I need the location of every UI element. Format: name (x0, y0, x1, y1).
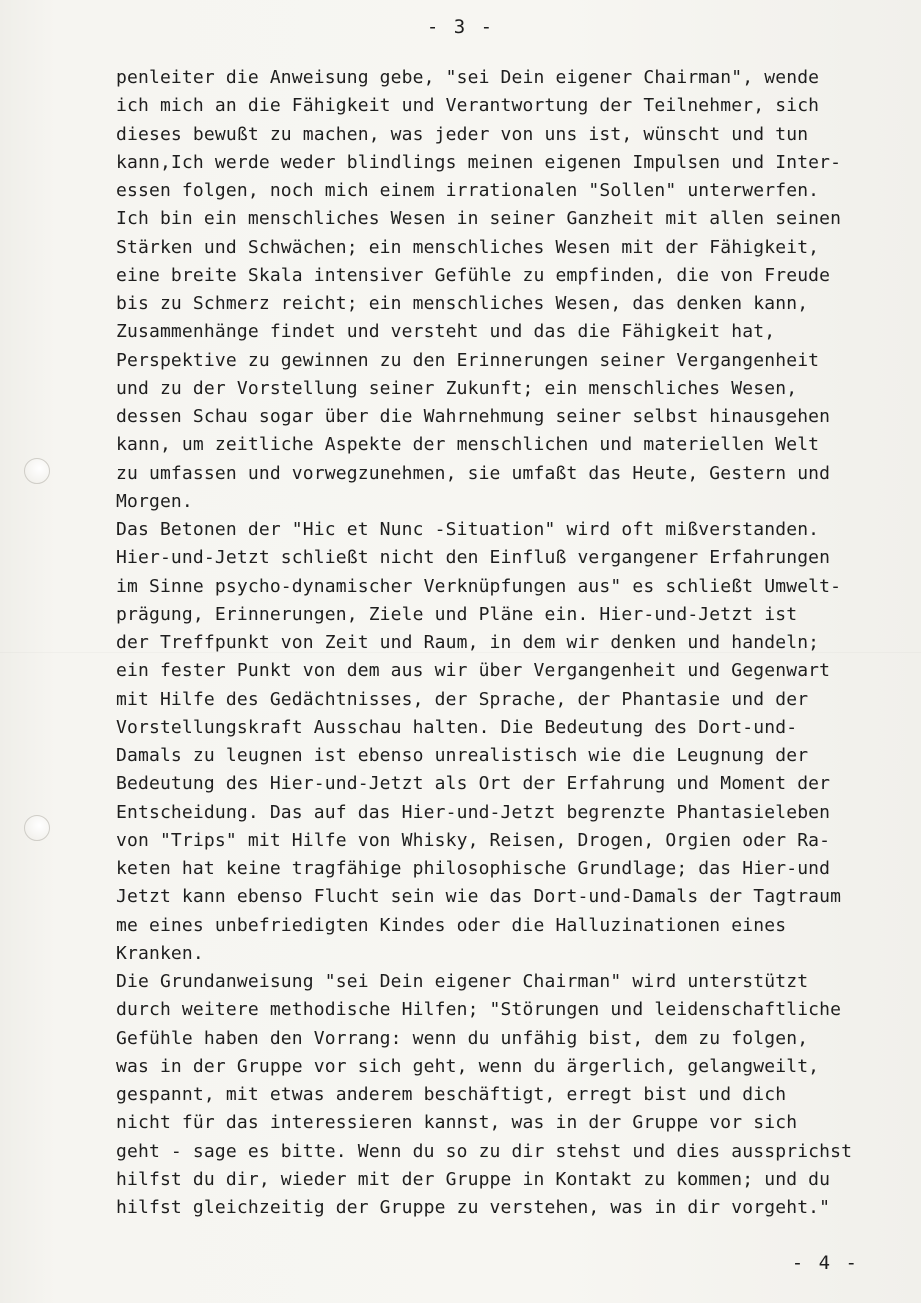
text-line: nicht für das interessieren kannst, was in der Gruppe vor sich (116, 1112, 798, 1134)
text-line: keten hat keine tragfähige philosophische Grundlage; das Hier-und (116, 858, 831, 879)
text-line: Stärken und Schwächen; ein menschliches Wesen mit der Fähigkeit, (116, 236, 820, 258)
text-line: Bedeutung des Hier-und-Jetzt als Ort der Erfahrung und Moment der (116, 773, 831, 795)
page-number-top: - 3 - (426, 16, 495, 38)
text-line: ein fester Punkt von dem aus wir über Vergangenheit und Gegenwart (116, 660, 831, 682)
text-line: hilfst du dir, wieder mit der Gruppe in Kontakt zu kommen; und du (116, 1168, 831, 1190)
text-line: der Treffpunkt von Zeit und Raum, in dem wir denken und handeln; (116, 632, 820, 653)
text-line: kann,Ich werde weder blindlings meinen eigenen Impulsen und Inter- (116, 151, 842, 173)
text-line: durch weitere methodische Hilfen; "Störungen und leidenschaftliche (116, 999, 842, 1021)
text-line: im Sinne psycho-dynamischer Verknüpfungen aus" es schließt Umwelt- (116, 575, 842, 597)
text-line: was in der Gruppe vor sich geht, wenn du ärgerlich, gelangweilt, (116, 1055, 820, 1077)
text-line: me eines unbefriedigten Kindes oder die Halluzinationen eines (116, 914, 787, 936)
text-line: mit Hilfe des Gedächtnisses, der Sprache, der Phantasie und der (116, 688, 809, 710)
text-line: und zu der Vorstellung seiner Zukunft; ein menschliches Wesen, (116, 377, 798, 399)
text-line: kann, um zeitliche Aspekte der menschlichen und materiellen Welt (116, 434, 820, 456)
text-line: Morgen. (116, 490, 193, 512)
text-line: Die Grundanweisung "sei Dein eigener Chairman" wird unterstützt (116, 971, 809, 992)
text-line: gespannt, mit etwas anderem beschäftigt, erregt bist und dich (116, 1084, 787, 1105)
text-line: dieses bewußt zu machen, was jeder von uns ist, wünscht und tun (116, 123, 809, 145)
body-text (116, 64, 906, 1222)
text-line: Das Betonen der "Hic et Nunc -Situation" wird oft mißverstanden. (116, 519, 820, 540)
text-line: Vorstellungskraft Ausschau halten. Die Bedeutung des Dort-und- (116, 716, 798, 738)
text-line: dessen Schau sogar über die Wahrnehmung seiner selbst hinausgehen (116, 406, 831, 427)
text-line: zu umfassen und vorwegzunehmen, sie umfaßt das Heute, Gestern und (116, 462, 831, 484)
text-line: Gefühle haben den Vorrang: wenn du unfähig bist, dem zu folgen, (116, 1027, 809, 1049)
text-line: prägung, Erinnerungen, Ziele und Pläne ein. Hier-und-Jetzt ist (116, 603, 798, 625)
text-line: geht - sage es bitte. Wenn du so zu dir stehst und dies aussprichst (116, 1140, 853, 1162)
text-line: eine breite Skala intensiver Gefühle zu empfinden, die von Freude (116, 264, 831, 286)
text-line: von "Trips" mit Hilfe von Whisky, Reisen, Drogen, Orgien oder Ra- (116, 829, 831, 851)
text-line: Ich bin ein menschliches Wesen in seiner Ganzheit mit allen seinen (116, 208, 842, 230)
text-line: essen folgen, noch mich einem irrationalen "Sollen" unterwerfen. (116, 180, 820, 201)
text-line: Entscheidung. Das auf das Hier-und-Jetzt begrenzte Phantasieleben (116, 801, 831, 823)
punch-hole-top (24, 458, 50, 484)
punch-hole-bottom (24, 815, 50, 841)
text-line: penleiter die Anweisung gebe, "sei Dein eigener Chairman", wende (116, 67, 820, 88)
page-number-next: - 4 - (791, 1252, 859, 1274)
text-line: Hier-und-Jetzt schließt nicht den Einfluß vergangener Erfahrungen (116, 547, 831, 569)
text-line: hilfst gleichzeitig der Gruppe zu verstehen, was in dir vorgeht." (116, 1197, 831, 1218)
text-line: Zusammenhänge findet und versteht und das die Fähigkeit hat, (116, 321, 776, 343)
text-line: Jetzt kann ebenso Flucht sein wie das Dort-und-Damals der Tagtraum (116, 886, 842, 908)
text-line: ich mich an die Fähigkeit und Verantwortung der Teilnehmer, sich (116, 95, 820, 117)
text-line: bis zu Schmerz reicht; ein menschliches Wesen, das denken kann, (116, 293, 809, 314)
text-line: Damals zu leugnen ist ebenso unrealistisch wie die Leugnung der (116, 745, 809, 766)
text-line: Perspektive zu gewinnen zu den Erinnerungen seiner Vergangenheit (116, 349, 820, 371)
text-line: Kranken. (116, 942, 204, 964)
